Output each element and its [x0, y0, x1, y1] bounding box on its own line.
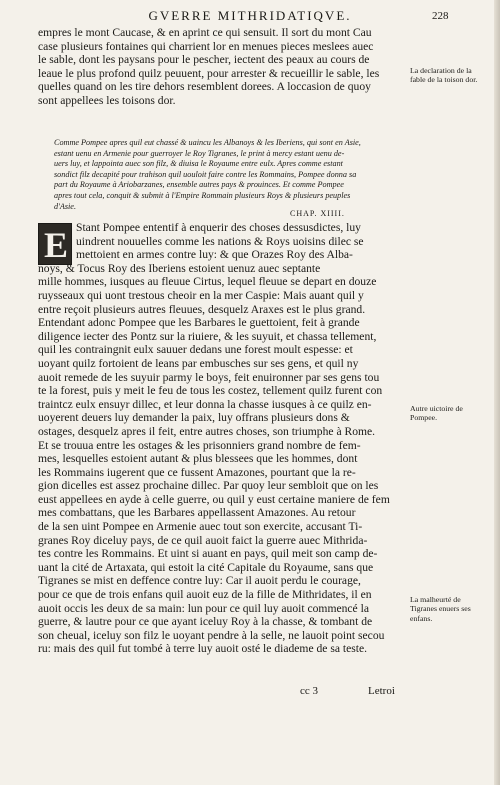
top-paragraph	[38, 26, 408, 108]
text-line: ru: mais des quil fut tombé à terre luy auoit osté le diademe de sa teste.	[38, 642, 368, 656]
text-line: gion dicelles est assez prochaine dillec. Par quoy leur sembloit que on les	[38, 479, 379, 493]
text-line: ruysseaux qui uont trestous cheoir en la mer Caspie: Mais auant quil y	[38, 288, 364, 302]
signature-mark: cc 3	[300, 685, 319, 697]
text-line: mes combattans, que les Barbares appellassent Amazones. Au retour	[38, 506, 356, 520]
text-line: mettoient en armes contre luy: & que Orazes Roy des Alba-	[76, 248, 353, 262]
text-line: eust appellees en ayde à celle guerre, ou quil y eust certaine maniere de fem	[38, 492, 390, 506]
text-line: diligence iecter des Pontz sur la riuiere, & les suyuit, et chassa tellement,	[38, 329, 377, 343]
page-edge	[494, 0, 500, 785]
text-line: son cheual, iceluy son filz le uoyant pendre à la selle, ne lauoit point secou	[38, 628, 385, 642]
text-line: granes Roy diceluy pays, de ce quil auoit faict la guerre auec Mithrida-	[38, 533, 368, 547]
margin-note-victory: Autre uictoire de Pompee.	[410, 404, 463, 423]
text-line: empres le mont Caucase, & en aprint ce qui sensuit. Il sort du mont Cau	[38, 26, 372, 39]
summary-line: uers luy, et lappointa auec son filz, & diuisa le Royaume entre eulx. Apres comme estant	[54, 159, 343, 169]
text-line: Et se trouua entre les ostages & les prisonniers grand nombre de fem-	[38, 438, 361, 452]
text-line: guerre, & lautre pour ce que ayant iceluy Roy à la chasse, & tombant de	[38, 615, 373, 629]
text-line: quelles quand on les tire dehors resemblent dorees. A loccasion de quoy	[38, 80, 371, 94]
text-line: uoyerent deuers luy demander la paix, luy offrans plusieurs dons &	[38, 411, 350, 425]
text-line: mille hommes, iusques au fleuue Cirtus, lequel fleuue se depart en douze	[38, 275, 377, 289]
text-line: le sable, dont les paysans pour le pescher, iectent des peaux au cours de	[38, 53, 370, 67]
text-line: tes contre les Rommains. Et uint si auant en pays, quil meit son camp de-	[38, 547, 378, 561]
chapter-summary	[54, 138, 404, 212]
summary-line: d'Asie.	[54, 201, 76, 211]
text-line: sont appellees les toisons dor.	[38, 93, 176, 107]
margin-note-tigranes: La malheurté de Tigranes enuers ses enfans.	[410, 595, 471, 623]
chapter-label: CHAP. XIIII.	[290, 209, 345, 218]
dropcap-letter: E	[44, 225, 69, 265]
text-line: Entendant adonc Pompee que les Barbares le guettoient, feit à grande	[38, 316, 360, 330]
summary-line: apres tout cela, conquit & submit à l'Empire Rommain plusieurs Roys & plusieurs peuples	[54, 190, 351, 200]
margin-note-fable: La declaration de la fable de la toison dor.	[410, 66, 478, 85]
page-number: 228	[432, 10, 449, 22]
text-line: traintcz eulx ensuyr dillec, et leur donna la chasse iusques à ce quilz en-	[38, 397, 372, 411]
text-line: pour ce que de trois enfans quil auoit euz de la fille de Mithridates, il en	[38, 588, 372, 602]
text-line: auoit occis les deux de sa main: lun pour ce quil luy auoit commencé la	[38, 601, 369, 615]
text-line: les Rommains iugerent que ce fussent Amazones, pourtant que la re-	[38, 465, 356, 479]
text-line: auoit remede de les suyuir parmy le boys, feit enuironner par ses gens tou	[38, 370, 380, 384]
text-line: ostages, desquelz apres il feit, entre autres choses, son triumphe à Rome.	[38, 424, 376, 438]
running-title: GVERRE MITHRIDATIQVE.	[148, 8, 352, 23]
text-line: Tigranes se mist en deffence contre luy: Car il auoit perdu le courage,	[38, 574, 361, 588]
text-line: quil les contraingnit eulx sauuer dedans une forest moult espesse: et	[38, 343, 353, 357]
summary-line: estant uenu en Armenie pour guerroyer le Roy Tigranes, le print à mercy estant uenu de-	[54, 148, 345, 158]
text-line: leaue le plus profond quilz peuuent, pour arrester & recueillir le sable, les	[38, 66, 380, 80]
summary-line: Comme Pompee apres quil eut chassé & uaincu les Albanoys & les Iberiens, qui sont en Asie,	[54, 138, 361, 147]
main-paragraph	[38, 221, 408, 656]
text-line: case plusieurs fontaines qui charrient lor en menues pieces meslees auec	[38, 39, 374, 53]
text-line: uindrent nouuelles comme les nations & Roys uoisins dilec se	[76, 234, 364, 248]
summary-line: sondict filz decapité pour trahison quil uouloit faire contre les Rommains, Pompee donna sa	[54, 169, 357, 179]
text-line: entre reçoit plusieurs autres fleuues, desquelz Araxes est le plus grand.	[38, 302, 366, 316]
summary-line: part du Royaume à Ariobarzanes, ensemble autres pays & prouinces. Et comme Pompee	[54, 180, 344, 190]
text-line: mes, lesquelles estoient autant & plus blessees que les hommes, dont	[38, 452, 358, 466]
text-line: noys, & Tocus Roy des Iberiens estoient uenuz auec septante	[38, 261, 321, 275]
catchword: Letroi	[368, 685, 395, 697]
text-line: de la sen uint Pompee en Armenie auec tout son exercite, accusant Ti-	[38, 520, 363, 534]
text-line: uant la cité de Artaxata, qui estoit la cité Capitale du Royaume, sans que	[38, 560, 374, 574]
text-line: te la forest, puis y meit le feu de tous les costez, tellement quilz furent con	[38, 384, 383, 398]
text-line: Stant Pompee ententif à enquerir des choses dessusdictes, luy	[76, 221, 361, 234]
text-line: uoyant quilz fortoient de leans par embusches sur ses gens, et quil ny	[38, 356, 359, 370]
